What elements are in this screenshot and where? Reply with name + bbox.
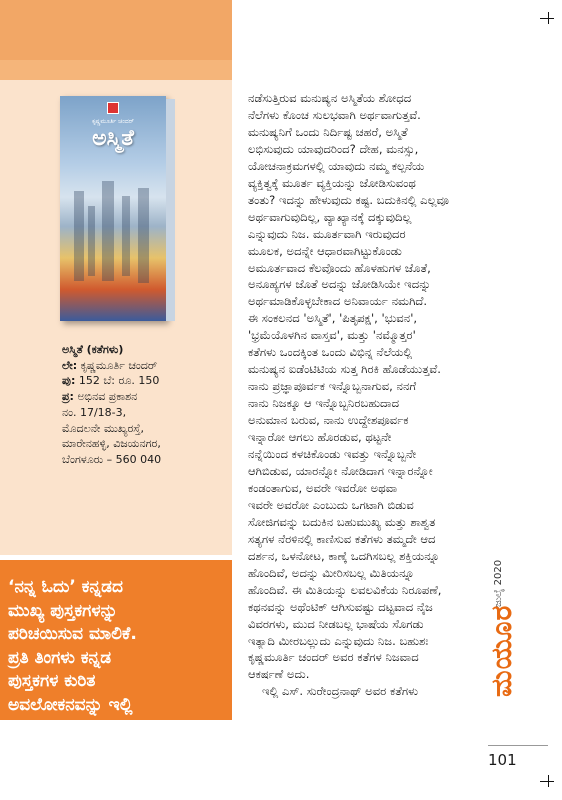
article-line: ನನ್ನೆಯಿಂದ ಕಳಚಿಕೊಂಡು ಇವತ್ತು ಇನ್ನೊಬ್ಬನೇ [248,447,417,462]
address-line: ಮಾರೇನಹಳ್ಳಿ, ವಿಜಯನಗರ, [62,437,161,451]
article-line: ಕೃಷ್ಣಮೂರ್ತಿ ಚಂದರ್ ಅವರ ಕತೆಗಳ ನಿಜವಾದ [248,650,419,665]
article-line: ಅರ್ಥಮಾಡಿಕೊಳ್ಳಬೇಕಾದ ಅನಿವಾರ್ಯ ನಮಗಿದೆ. [248,294,428,309]
publisher-label: ಪ್ರ: [62,390,74,404]
cover-title: ಅಸ್ಮಿತೆ [92,126,134,151]
header-band [0,0,232,60]
issue-date: ಜುಲೈ 2020 [493,559,504,607]
article-line: ಹೊಂದಿವೆ. ಈ ಮಿತಿಯನ್ನು ಲವಲವಿಕೆಯ ನಿರೂಪಣೆ, [248,582,442,597]
book-info-pages [62,373,232,389]
article-line: ಕಥನವನ್ನು ಅಥೆಂಟಿಕ್ ಆಗಿಸುವಷ್ಟು ದಟ್ಟವಾದ ನೈಜ [248,599,433,614]
cover-author: ಕೃಷ್ಣಮೂರ್ತಿ ಚಂದರ್ [92,118,134,125]
article-line: ಅನೂಹ್ಯಗಳ ಜೊತೆ ಅದನ್ನು ಜೋಡಿಸಿಯೇ ಇದನ್ನು [248,277,431,292]
article-line: ಇಲ್ಲಿ ಎಸ್. ಸುರೇಂದ್ರನಾಥ್ ಅವರ ಕತೆಗಳು [262,684,419,699]
article-line: ಅನುಮಾನ ಬರುವ, ನಾನು ಉದ್ದೇಶಪೂರ್ವಕ [248,413,409,428]
book-cover-image [60,96,175,331]
promo-line: ಅವಲೋಕನವನ್ನು ಇಲ್ಲಿ [8,694,133,715]
promo-line: ‘ನನ್ನ ಓದು’ ಕನ್ನಡದ [8,577,123,597]
article-line: ಕತೆಗಳು ಒಂದಕ್ಕಿಂತ ಒಂದು ವಿಭಿನ್ನ ನೆಲೆಯಲ್ಲಿ [248,345,413,360]
article-line: ಹೊಂದಿವೆ, ಅದನ್ನು ಮೀರಿಸಬಲ್ಲ ಮಿತಿಯನ್ನೂ [248,565,415,580]
book-info [62,342,232,468]
article-line: ಮನುಷ್ಯನಿಗೆ ಒಂದು ನಿರ್ದಿಷ್ಟ ಚಹರೆ, ಅಸ್ಮಿತೆ [248,124,408,139]
article-line: ಯೋಚನಾಕ್ರಮಗಳಲ್ಲಿ ಯಾವುದು ನಮ್ಮ ಕಲ್ಪನೆಯ [248,158,425,173]
article-line: ಇನ್ನಾರೋ ಆಗಲು ಹೊರಡುವ, ಥಟ್ಟನೇ [248,430,392,445]
book-info-title: ಅಸ್ಮಿತೆ (ಕತೆಗಳು) [62,343,124,356]
article-line: ನಾನು ನಿಜಕ್ಕೂ ಆ ಇನ್ನೊಬ್ಬನಿರಬಹುದಾದ [248,396,400,411]
crop-mark [540,18,554,19]
book-cover [60,96,166,321]
crop-mark [540,781,554,782]
article-line: ನೆಲೆಗಳು ಕೊಂಚ ಸುಲಭವಾಗಿ ಅರ್ಥವಾಗುತ್ತವೆ. [248,107,421,122]
author-label: ಲೇ: [62,358,78,372]
address-line: ಬೆಂಗಳೂರು – 560 040 [62,452,162,466]
promo-line: ಪರಿಚಯಿಸುವ ಮಾಲಿಕೆ. [8,624,137,644]
book-info-publisher [62,389,232,405]
article-line: ಎನ್ನುವುದು ನಿಜ. ಮೂರ್ತವಾಗಿ ಇರುವುದರ [248,226,406,241]
promo-line: ಪುಸ್ತಕಗಳ ಕುರಿತ [8,671,96,691]
article-body [248,90,478,700]
article-line: ನಡೆಸುತ್ತಿರುವ ಮನುಷ್ಯನ ಅಸ್ಮಿತೆಯ ಶೋಧದ [248,91,412,105]
article-line: ಮನುಷ್ಯನ ಐಡೆಂಟಿಟಿಯ ಸುತ್ತ ಗಿರಕಿ ಹೊಡೆಯುತ್ತವೆ. [248,362,441,377]
author-value: ಕೃಷ್ಣಮೂರ್ತಿ ಚಂದರ್ [80,358,158,372]
pages-value: 152 ಬೆ: ರೂ. 150 [78,374,160,388]
article-line: ವಿವರಗಳು, ಮುದ ನೀಡಬಲ್ಲ ಭಾಷೆಯ ಸೊಗಡು [248,616,424,631]
article-line: ಆಗಿಬಿಡುವ, ಯಾರನ್ನೋ ನೋಡಿದಾಗ ಇನ್ನಾರನ್ನೋ [248,463,433,478]
header-band-light [0,60,232,80]
page-number: 101 [488,751,517,769]
article-line: ಇತ್ಯಾದಿ ಮೀರಬಲ್ಲುದು ಎನ್ನುವುದು ನಿಜ. ಬಹುಶಃ [248,633,429,648]
address-line: ಮೊದಲನೇ ಮುಖ್ಯರಸ್ತೆ, [62,421,144,435]
article-line: ಅರ್ಥವಾಗುವುದಿಲ್ಲ, ವ್ಯಾಖ್ಯಾನಕ್ಕೆ ದಕ್ಕುವುದಿಲ್ಲ [248,209,412,224]
article-line: ಅಮೂರ್ತವಾದ ಕೆಲವೊಂದು ಹೊಳಹುಗಳ ಜೊತೆ, [248,260,431,275]
book-spine [166,99,175,321]
publisher-logo [107,102,119,114]
article-line: 'ಭ್ರಮೆಯೊಳಗಿನ ವಾಸ್ತವ', ಮತ್ತು 'ನಮ್ಮೊತ್ತರ' [248,328,416,343]
article-line: ಸೋಜಿಗವನ್ನು ಬದುಕಿನ ಬಹುಮುಖ್ಯ ಮತ್ತು ಶಾಶ್ವತ [248,514,436,529]
article-line: ತಂತು? ಇದನ್ನು ಹೇಳುವುದು ಕಷ್ಟ. ಬದುಕಿನಲ್ಲಿ ಎಲ್ಲವೂ [248,192,449,207]
article-line: ಮೂಲಕ, ಅದನ್ನೇ ಆಧಾರವಾಗಿಟ್ಟುಕೊಂಡು [248,243,402,258]
article-line: ಆಕರ್ಷಣೆ ಅದು. [248,667,310,682]
article-line: ವ್ಯಕ್ತಿತ್ವಕ್ಕೆ ಮೂರ್ತ ವ್ಯಕ್ತಿಯನ್ನು ಜೋಡಿಸುವಂಥ [248,175,416,190]
article-line: ಕಂಡಂತಾಗುವ, ಅವರೇ ಇವರೋ ಅಥವಾ [248,480,398,495]
article-line: ಸತ್ಯಗಳ ನೆರಳಿನಲ್ಲಿ ಕಾಣಿಸುವ ಕತೆಗಳು ತಮ್ಮದೇ ಆದ [248,531,436,546]
pages-label: ಪು: [62,374,76,388]
page-number-rule [488,745,548,746]
promo-line: ಕೊಡಲಾಗುತ್ತದೆ. [8,718,99,738]
promo-line: ಪ್ರತಿ ತಿಂಗಳು ಕನ್ನಡ [8,647,112,668]
promo-line: ಮುಖ್ಯ ಪುಸ್ತಕಗಳನ್ನು [8,600,118,621]
magazine-logo: ಮಯೂರ [485,604,518,697]
publisher-value: ಅಭಿನವ ಪ್ರಕಾಶನ [77,390,138,404]
article-line: ದರ್ಶನ, ಒಳನೋಟ, ಕಾಣ್ಕೆ ಒದಗಿಸಬಲ್ಲ ಶಕ್ತಿಯನ್ನೂ [248,548,440,563]
promo-text [8,576,228,741]
article-line: ನಾನು ಪ್ರಜ್ಞಾಪೂರ್ವಕ ಇನ್ನೊಬ್ಬನಾಗುವ, ನನಗೆ [248,379,417,394]
article-line: ಈ ಸಂಕಲನದ 'ಅಸ್ಮಿತೆ', 'ಪಿತೃಪಕ್ಷ', 'ಭುವನ', [248,311,418,326]
article-line: ಇವರೇ ಅವರೋ ಎಂಬುದು ಒಗಟಾಗಿ ಬಿಡುವ [248,497,414,512]
article-line: ಲಭಿಸುವುದು ಯಾವುದರಿಂದ? ದೇಹ, ಮನಸ್ಸು, [248,141,419,156]
address-line: ನಂ. 17/18-3, [62,405,127,419]
book-info-author [62,358,232,374]
